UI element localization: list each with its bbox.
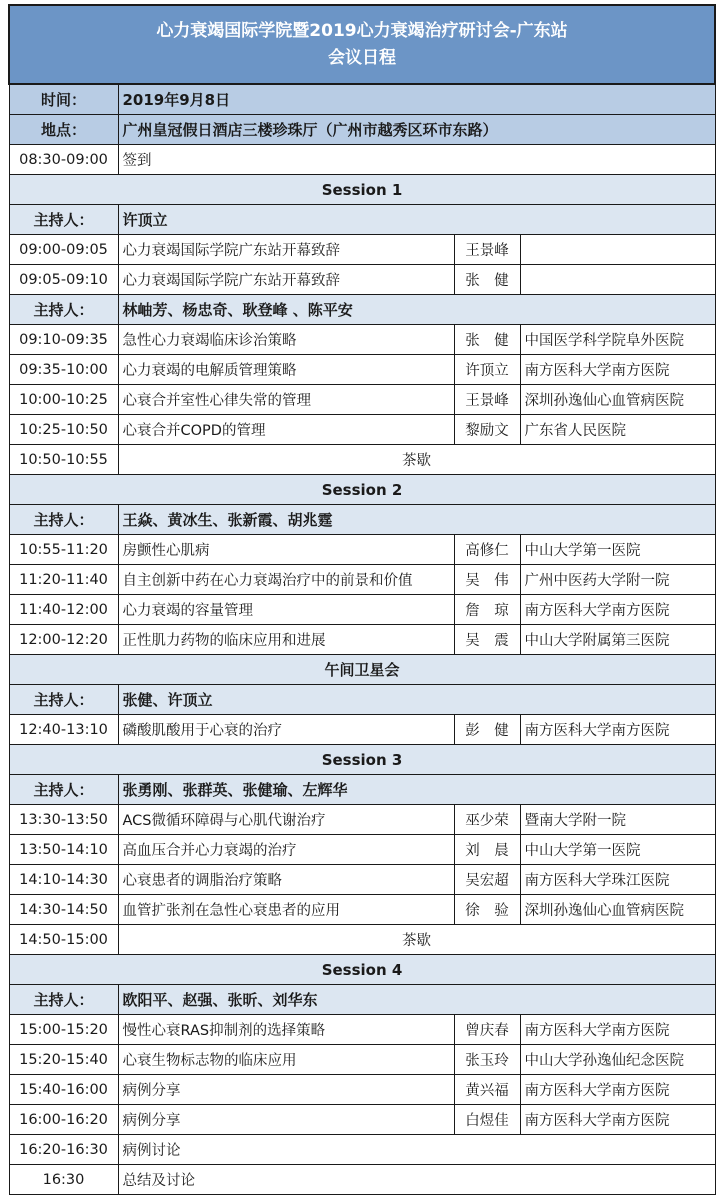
topic-cell: 心力衰竭的电解质管理策略	[118, 355, 454, 385]
agenda-row	[9, 835, 715, 865]
topic-cell: 血管扩张剂在急性心衰患者的应用	[118, 895, 454, 925]
speaker-cell: 吴 伟	[454, 565, 520, 595]
session-title: 午间卫星会	[9, 655, 715, 685]
date-row	[9, 84, 715, 115]
affiliation-cell: 南方医科大学南方医院	[520, 595, 715, 625]
affiliation-cell: 中山大学第一医院	[520, 835, 715, 865]
host-names: 张勇刚、张群英、张健瑜、左辉华	[118, 775, 715, 805]
topic-cell: 房颤性心肌病	[118, 535, 454, 565]
time-cell: 09:35-10:00	[9, 355, 118, 385]
agenda-row	[9, 1015, 715, 1045]
date-label: 时间：	[9, 84, 118, 115]
date-value: 2019年9月8日	[118, 84, 715, 115]
host-label: 主持人：	[9, 295, 118, 325]
time-cell: 15:00-15:20	[9, 1015, 118, 1045]
session-header	[9, 955, 715, 985]
time-cell: 16:20-16:30	[9, 1135, 118, 1165]
host-names: 欧阳平、赵强、张昕、刘华东	[118, 985, 715, 1015]
time-cell: 13:50-14:10	[9, 835, 118, 865]
session-header	[9, 175, 715, 205]
affiliation-cell: 中山大学第一医院	[520, 535, 715, 565]
speaker-cell: 刘 晨	[454, 835, 520, 865]
time-cell: 14:30-14:50	[9, 895, 118, 925]
time-cell: 08:30-09:00	[9, 145, 118, 175]
host-row	[9, 505, 715, 535]
time-cell: 12:00-12:20	[9, 625, 118, 655]
time-cell: 10:50-10:55	[9, 445, 118, 475]
agenda-title	[9, 5, 715, 84]
session-header	[9, 475, 715, 505]
venue-label: 地点：	[9, 115, 118, 145]
time-cell: 13:30-13:50	[9, 805, 118, 835]
topic-cell: 心衰合并COPD的管理	[118, 415, 454, 445]
affiliation-cell: 深圳孙逸仙心血管病医院	[520, 385, 715, 415]
time-cell: 09:00-09:05	[9, 235, 118, 265]
speaker-cell: 王景峰	[454, 235, 520, 265]
time-cell: 15:40-16:00	[9, 1075, 118, 1105]
speaker-cell: 彭 健	[454, 715, 520, 745]
topic-cell: 心力衰竭的容量管理	[118, 595, 454, 625]
affiliation-cell: 南方医科大学南方医院	[520, 1015, 715, 1045]
host-names: 张健、许顶立	[118, 685, 715, 715]
conference-title: 心力衰竭国际学院暨2019心力衰竭治疗研讨会-广东站	[156, 20, 568, 41]
topic-cell: 心力衰竭国际学院广东站开幕致辞	[118, 235, 454, 265]
time-cell: 15:20-15:40	[9, 1045, 118, 1075]
session-title: Session 1	[9, 175, 715, 205]
speaker-cell: 吴宏超	[454, 865, 520, 895]
closing-row	[9, 1165, 715, 1195]
affiliation-cell: 南方医科大学南方医院	[520, 1105, 715, 1135]
time-cell: 10:55-11:20	[9, 535, 118, 565]
speaker-cell: 巫少荣	[454, 805, 520, 835]
speaker-cell: 张 健	[454, 265, 520, 295]
break-row	[9, 925, 715, 955]
speaker-cell: 曾庆春	[454, 1015, 520, 1045]
host-names: 林岫芳、杨忠奇、耿登峰 、陈平安	[118, 295, 715, 325]
speaker-cell: 吴 震	[454, 625, 520, 655]
affiliation-cell: 广州中医药大学附一院	[520, 565, 715, 595]
topic-cell: 自主创新中药在心力衰竭治疗中的前景和价值	[118, 565, 454, 595]
topic-cell: 总结及讨论	[118, 1165, 715, 1195]
session-header	[9, 745, 715, 775]
topic-cell: 心力衰竭国际学院广东站开幕致辞	[118, 265, 454, 295]
affiliation-cell: 中山大学附属第三医院	[520, 625, 715, 655]
agenda-row	[9, 895, 715, 925]
agenda-row	[9, 565, 715, 595]
host-names: 王焱、黄冰生、张新霞、胡兆霆	[118, 505, 715, 535]
venue-row	[9, 115, 715, 145]
topic-cell: ACS微循环障碍与心肌代谢治疗	[118, 805, 454, 835]
topic-cell: 心衰合并室性心律失常的管理	[118, 385, 454, 415]
title-row	[9, 5, 715, 84]
discussion-row	[9, 1135, 715, 1165]
host-names: 许顶立	[118, 205, 715, 235]
host-label: 主持人：	[9, 985, 118, 1015]
topic-cell: 病例讨论	[118, 1135, 715, 1165]
agenda-row	[9, 1105, 715, 1135]
agenda-row	[9, 415, 715, 445]
time-cell: 14:50-15:00	[9, 925, 118, 955]
session-title: Session 4	[9, 955, 715, 985]
speaker-cell: 白煜佳	[454, 1105, 520, 1135]
break-label: 茶歇	[118, 445, 715, 475]
agenda-row	[9, 1075, 715, 1105]
host-label: 主持人：	[9, 775, 118, 805]
time-cell: 11:40-12:00	[9, 595, 118, 625]
topic-cell: 心衰患者的调脂治疗策略	[118, 865, 454, 895]
speaker-cell: 徐 验	[454, 895, 520, 925]
agenda-row	[9, 715, 715, 745]
time-cell: 11:20-11:40	[9, 565, 118, 595]
host-row	[9, 775, 715, 805]
affiliation-cell: 南方医科大学珠江医院	[520, 865, 715, 895]
agenda-row	[9, 325, 715, 355]
agenda-row	[9, 265, 715, 295]
agenda-subtitle: 会议日程	[328, 47, 396, 68]
topic-cell: 正性肌力药物的临床应用和进展	[118, 625, 454, 655]
affiliation-cell	[520, 265, 715, 295]
agenda-row	[9, 235, 715, 265]
topic-cell: 慢性心衰RAS抑制剂的选择策略	[118, 1015, 454, 1045]
host-row	[9, 685, 715, 715]
time-cell: 14:10-14:30	[9, 865, 118, 895]
speaker-cell: 张玉玲	[454, 1045, 520, 1075]
time-cell: 12:40-13:10	[9, 715, 118, 745]
topic-cell: 病例分享	[118, 1105, 454, 1135]
speaker-cell: 黄兴福	[454, 1075, 520, 1105]
host-row	[9, 205, 715, 235]
host-row	[9, 985, 715, 1015]
break-label: 茶歇	[118, 925, 715, 955]
agenda-row	[9, 385, 715, 415]
affiliation-cell: 中山大学孙逸仙纪念医院	[520, 1045, 715, 1075]
session-header	[9, 655, 715, 685]
speaker-cell: 许顶立	[454, 355, 520, 385]
agenda-row	[9, 535, 715, 565]
affiliation-cell: 南方医科大学南方医院	[520, 1075, 715, 1105]
host-row	[9, 295, 715, 325]
speaker-cell: 黎励文	[454, 415, 520, 445]
affiliation-cell: 暨南大学附一院	[520, 805, 715, 835]
affiliation-cell: 中国医学科学院阜外医院	[520, 325, 715, 355]
agenda-row	[9, 1045, 715, 1075]
affiliation-cell	[520, 235, 715, 265]
time-cell: 16:30	[9, 1165, 118, 1195]
speaker-cell: 詹 琼	[454, 595, 520, 625]
topic-cell: 高血压合并心力衰竭的治疗	[118, 835, 454, 865]
agenda-row	[9, 595, 715, 625]
agenda-row	[9, 355, 715, 385]
topic-cell: 病例分享	[118, 1075, 454, 1105]
topic-cell: 磷酸肌酸用于心衰的治疗	[118, 715, 454, 745]
affiliation-cell: 深圳孙逸仙心血管病医院	[520, 895, 715, 925]
host-label: 主持人：	[9, 685, 118, 715]
topic-cell: 急性心力衰竭临床诊治策略	[118, 325, 454, 355]
time-cell: 10:00-10:25	[9, 385, 118, 415]
registration-row	[9, 145, 715, 175]
affiliation-cell: 广东省人民医院	[520, 415, 715, 445]
topic-cell: 心衰生物标志物的临床应用	[118, 1045, 454, 1075]
agenda-row	[9, 865, 715, 895]
time-cell: 09:10-09:35	[9, 325, 118, 355]
session-title: Session 2	[9, 475, 715, 505]
speaker-cell: 张 健	[454, 325, 520, 355]
agenda-table	[8, 4, 716, 1195]
speaker-cell: 高修仁	[454, 535, 520, 565]
agenda-sheet	[8, 4, 714, 1195]
time-cell: 09:05-09:10	[9, 265, 118, 295]
affiliation-cell: 南方医科大学南方医院	[520, 715, 715, 745]
session-title: Session 3	[9, 745, 715, 775]
break-row	[9, 445, 715, 475]
host-label: 主持人：	[9, 505, 118, 535]
venue-value: 广州皇冠假日酒店三楼珍珠厅（广州市越秀区环市东路）	[118, 115, 715, 145]
agenda-row	[9, 805, 715, 835]
speaker-cell: 王景峰	[454, 385, 520, 415]
affiliation-cell: 南方医科大学南方医院	[520, 355, 715, 385]
time-cell: 16:00-16:20	[9, 1105, 118, 1135]
topic-cell: 签到	[118, 145, 715, 175]
time-cell: 10:25-10:50	[9, 415, 118, 445]
agenda-row	[9, 625, 715, 655]
host-label: 主持人：	[9, 205, 118, 235]
